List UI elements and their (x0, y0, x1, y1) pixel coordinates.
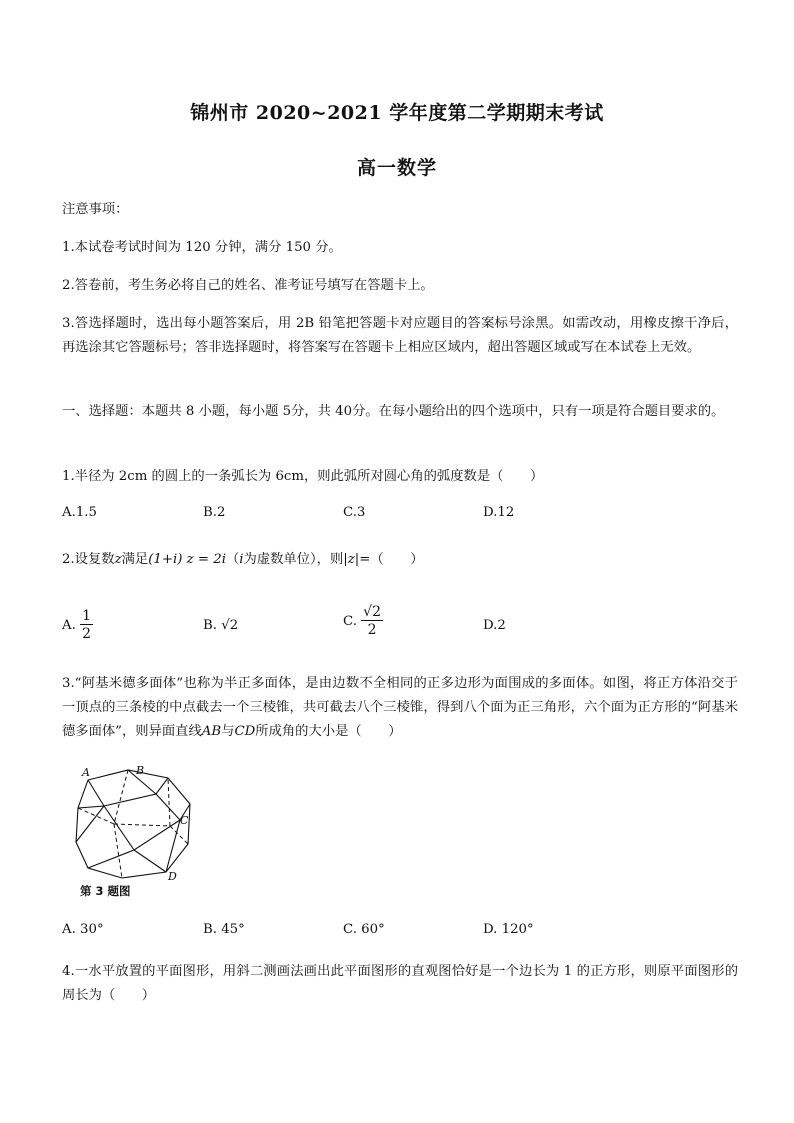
question-1-stem: 1.半径为 2cm 的圆上的一条弧长为 6cm，则此弧所对圆心角的弧度数是（ ） (62, 469, 544, 484)
hidden-edge-4 (168, 778, 170, 826)
q1-option-d: D.12 (483, 505, 515, 520)
q2-option-b: B. √2 (203, 618, 239, 633)
front-edge-8 (76, 806, 104, 842)
exam-title: 锦州市 2020~2021 学年度第二学期期末考试 (190, 102, 604, 124)
label-d: D (168, 870, 177, 883)
figure-caption: 第 3 题图 (80, 884, 131, 898)
front-edge-1 (78, 780, 104, 808)
notice-item-2: 2.答卷前，考生务必将自己的姓名、准考证号填写在答题卡上。 (62, 278, 434, 293)
q3-option-d: D. 120° (483, 922, 534, 937)
front-edge-7 (88, 850, 134, 868)
q2-option-d: D.2 (483, 618, 506, 633)
question-4-stem: 4.一水平放置的平面图形，用斜二测画法画出此平面图形的直观图恰好是一个边长为 1 的正方形，则原平面图形的周长为（ ） (62, 964, 738, 1003)
q3-option-a: A. 30° (62, 922, 104, 937)
front-edge-2 (104, 778, 168, 806)
exam-subject: 高一数学 (356, 157, 437, 179)
front-edge-6 (104, 806, 134, 850)
q2-option-c-fraction: $\frac{√2}{2}$ (363, 604, 381, 638)
section-heading: 一、选择题：本题共 8 小题，每小题 5分，共 40分。在每小题给出的四个选项中，只有一项是符合题目要求的。 (62, 404, 725, 419)
question-2-stem: 2.设复数z满足(1+i) z = 2i（i为虚数单位），则|z|=（ ） (62, 552, 424, 567)
q2-option-a: A. $\frac{1}{2}$ (62, 608, 91, 642)
label-a: A (82, 766, 90, 779)
q1-option-a: A.1.5 (62, 505, 97, 520)
hidden-edge-3 (114, 824, 188, 844)
notice-heading: 注意事项： (62, 202, 129, 217)
q2-option-c: C. $\frac{√2}{2}$ (343, 604, 381, 638)
label-b: B (136, 764, 145, 777)
notice-item-3: 3.答选择题时，选出每小题答案后，用 2B 铅笔把答题卡对应题目的答案标号涂黑。如需改动，用橡皮擦干净后，再选涂其它答题标号；答非选择题时，将答案写在答题卡上相应区域内，超出答题区域或写在本试卷上无效。 (62, 316, 738, 355)
notice-item-1: 1.本试卷考试时间为 120 分钟，满分 150 分。 (62, 240, 342, 255)
q1-option-b: B.2 (203, 505, 226, 520)
hidden-edge-2 (114, 824, 122, 878)
question-3-stem: 3.“阿基米德多面体”也称为半正多面体，是由边数不全相同的正多边形为面围成的多面体。如图，将正方体沿交于一顶点的三条棱的中点截去一个三棱锥，共可截去八个三棱锥，得到八个面为正三角形，六个面为正方形的“阿基米德多面体”，则异面直线AB与CD所成角的大小是（ ） (62, 676, 738, 739)
q2-option-a-fraction: $\frac{1}{2}$ (82, 608, 91, 642)
q3-option-c: C. 60° (343, 922, 385, 937)
q1-option-c: C.3 (343, 505, 366, 520)
q3-option-b: B. 45° (203, 922, 245, 937)
label-c: C (180, 814, 189, 827)
